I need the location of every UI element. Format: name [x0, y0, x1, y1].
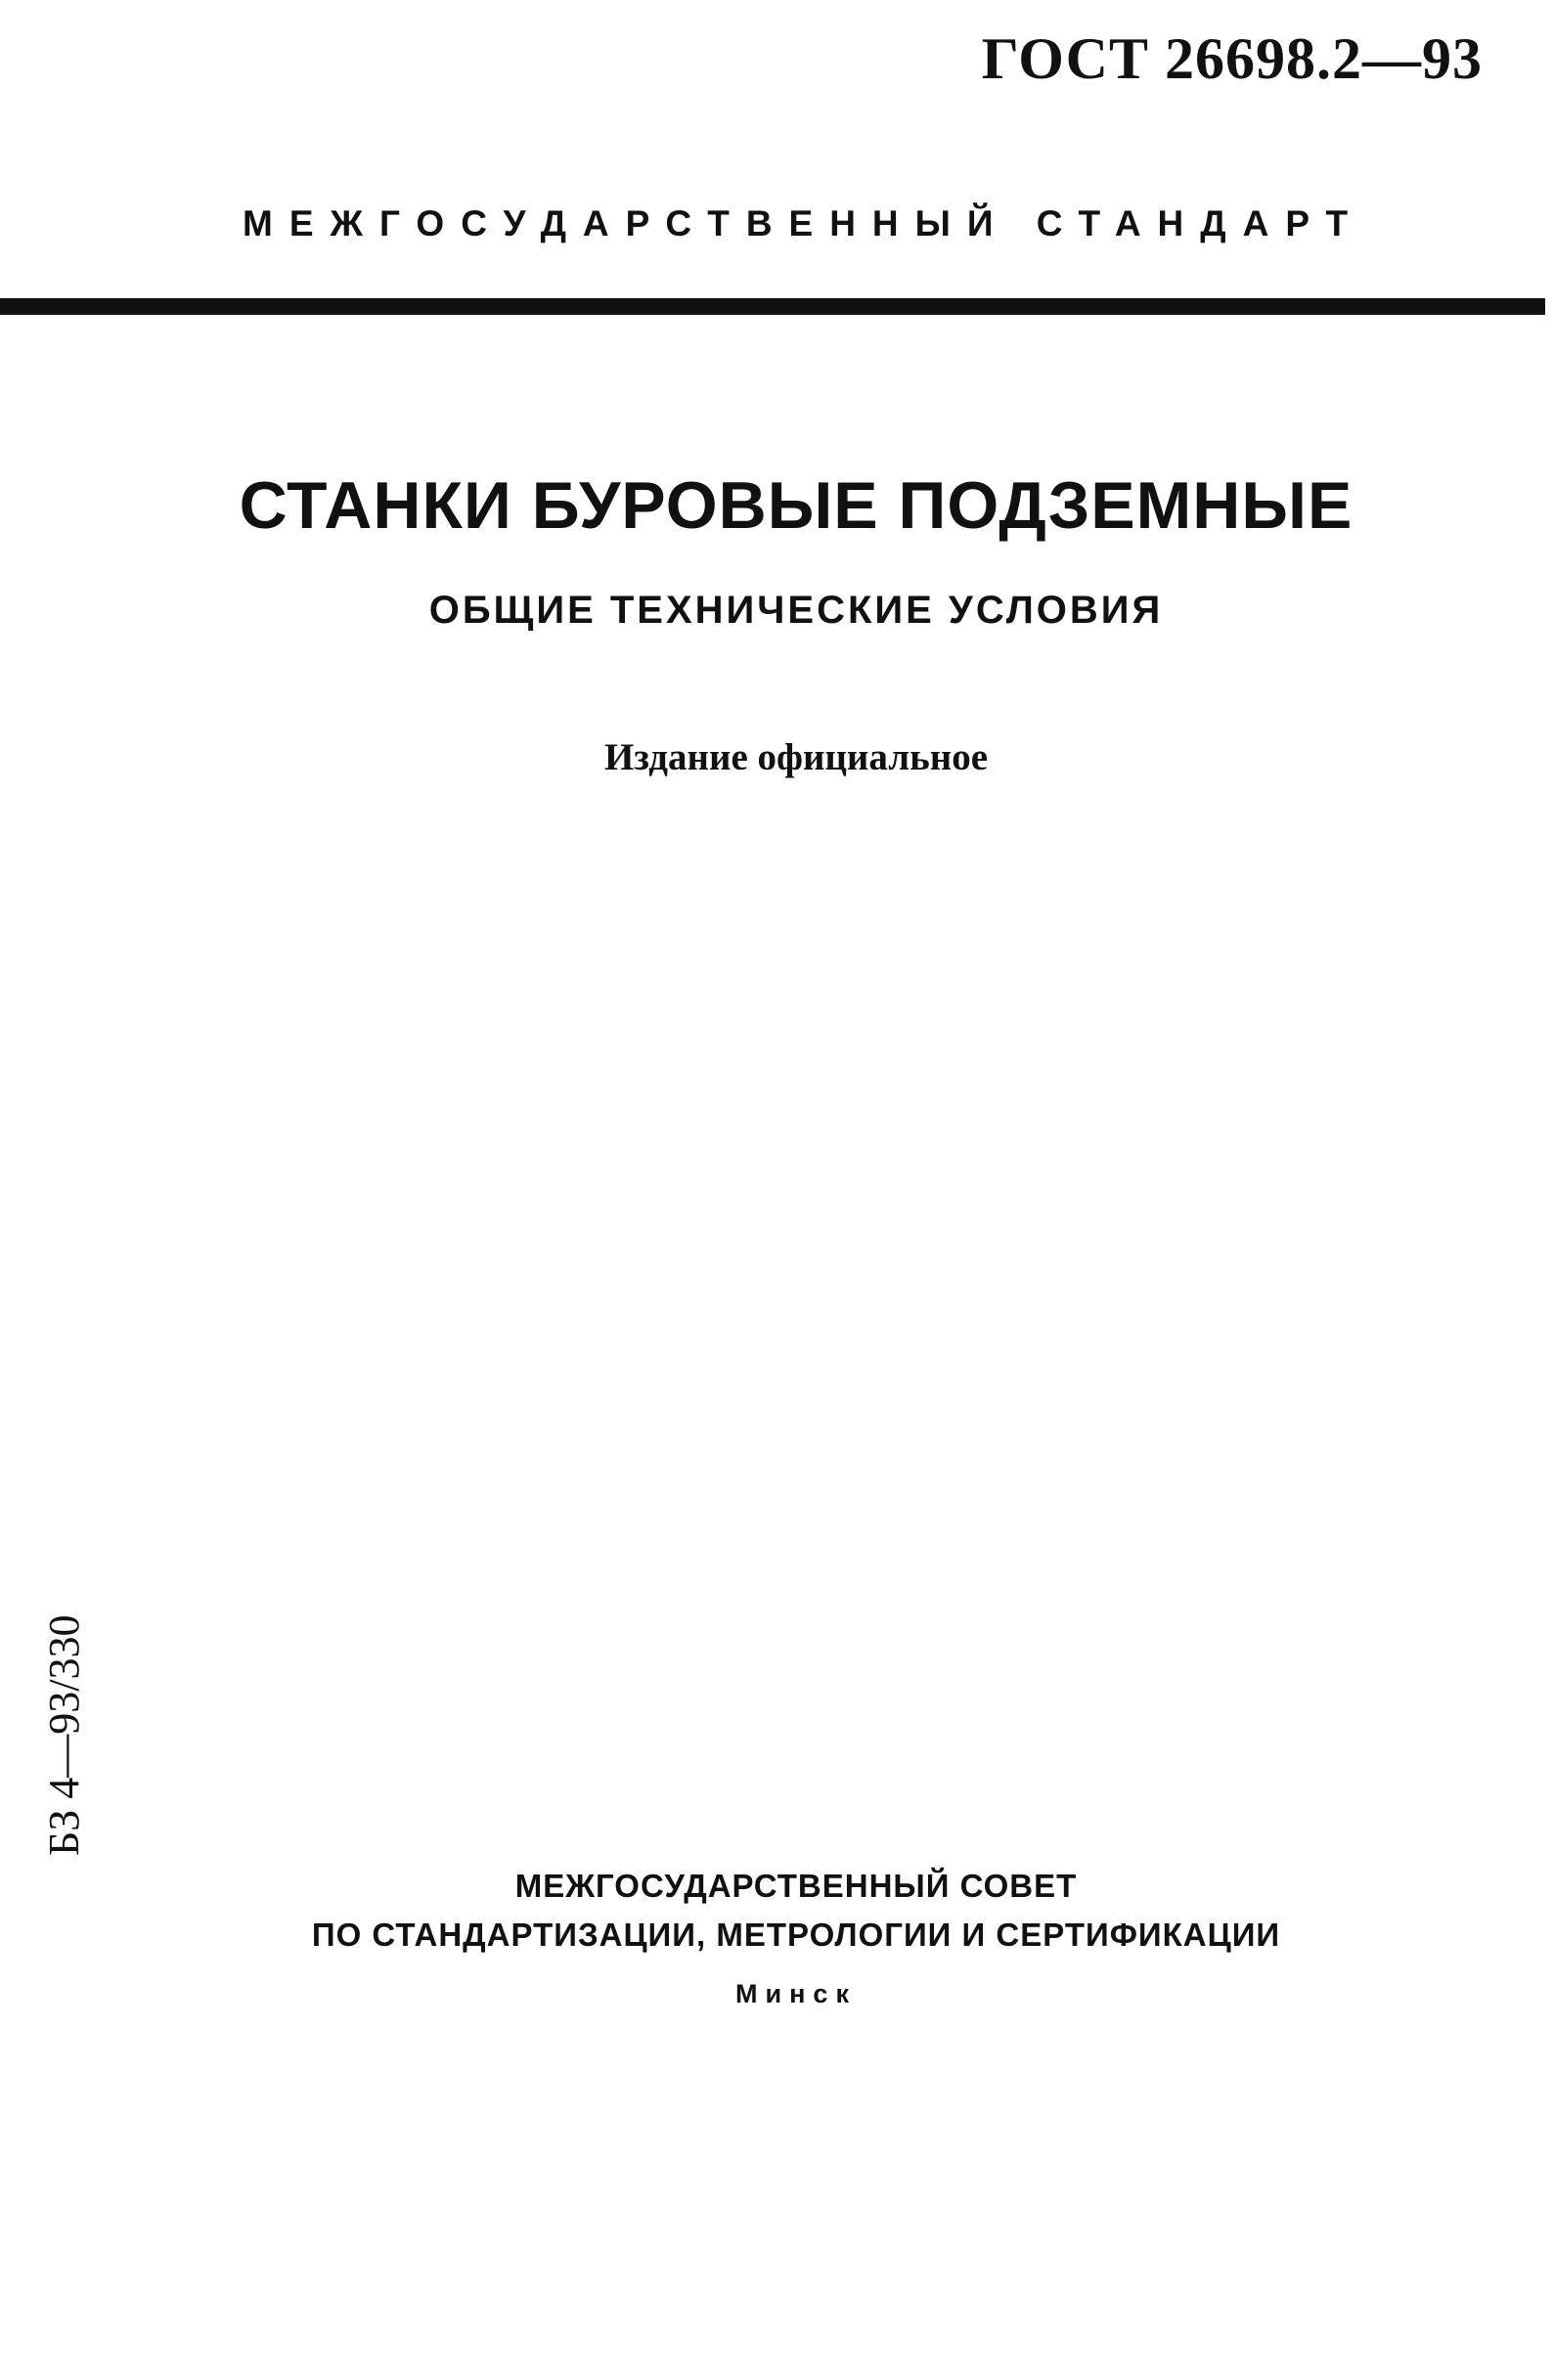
gost-number: ГОСТ 26698.2—93 — [981, 26, 1483, 91]
publisher-city: Минск — [735, 1979, 857, 2008]
side-catalog-code: БЗ 4—93/330 — [40, 1614, 88, 1856]
publisher-name-line1: МЕЖГОСУДАРСТВЕННЫЙ СОВЕТ — [514, 1868, 1078, 1904]
document-title: СТАНКИ БУРОВЫЕ ПОДЗЕМНЫЕ — [239, 468, 1353, 543]
edition-note: Издание официальное — [603, 736, 989, 778]
publisher-name-line2: ПО СТАНДАРТИЗАЦИИ, МЕТРОЛОГИИ И СЕРТИФИКАЦИИ — [311, 1917, 1281, 1953]
header-rule — [0, 298, 1545, 315]
document-subtitle: ОБЩИЕ ТЕХНИЧЕСКИЕ УСЛОВИЯ — [428, 589, 1164, 632]
standard-kind-heading: МЕЖГОСУДАРСТВЕННЫЙ СТАНДАРТ — [243, 203, 1365, 243]
